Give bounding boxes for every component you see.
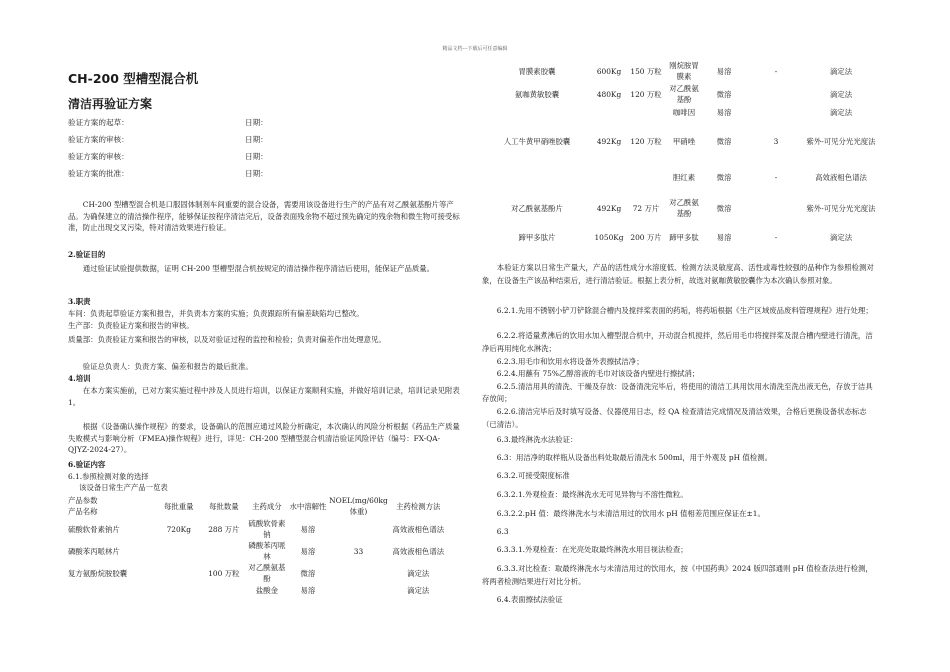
table-cell: 对乙酰氨基酚 xyxy=(669,198,699,218)
procedure-step: 6.3.2.2.pH 值：最终淋洗水与未清洁用过的饮用水 pH 值相差范围应保证在±1。 xyxy=(496,509,765,518)
intro-paragraph: CH-200 型槽型混合机是口服固体制剂车间重要的混合设备，需要用该设备进行生产的产品有对乙酰氨基酚片等产品。为确保建立的清洁操作程序，能够保证按程序清洁完后，设备表面残余物不超过预先确定的残余物和微生物可接受标准，防止出现交叉污染，特对清洁效果进行验证。 xyxy=(68,200,460,232)
table-cell: 492Kg xyxy=(596,136,622,146)
procedure-step: 6.3：用洁净的取样瓶从设备出料处取最后清洗水 500ml，用于外观及 pH 值检测。 xyxy=(496,453,772,462)
table-cell: 滴定法 xyxy=(829,89,853,99)
section-5-text: 根据《设备确认操作规程》的要求，设备确认的范围应通过风险分析确定，本次确认的风险分析根据《药品生产质量失败模式与影响分析（FMEA)操作规程》进行，详见：CH-200 型槽型混合机清洁验证风险评估（编号：FX-QA-QJYZ-2024-27）。 xyxy=(68,422,460,454)
table-cell: 高效液相色谱法 xyxy=(815,172,867,182)
procedure-step: 6.3 xyxy=(496,527,509,536)
procedure-step: 6.4.表面擦拭法验证 xyxy=(496,595,563,604)
table-cell xyxy=(626,106,666,118)
table-cell: 高效液相色谱法 xyxy=(392,524,445,534)
table-cell xyxy=(746,190,806,226)
table-cell: 72 万片 xyxy=(632,203,660,213)
duty-line: 生产部：负责验证方案和报告的审核。 xyxy=(68,321,194,330)
signature-date: 日期： xyxy=(245,118,268,127)
table-cell xyxy=(328,562,388,584)
table-header: NOEL(mg/60kg 体重) xyxy=(329,496,388,516)
table-cell xyxy=(746,106,806,118)
table-cell: 492Kg xyxy=(596,203,622,213)
table-cell: 1050Kg xyxy=(594,232,624,242)
signature-date: 日期： xyxy=(245,169,268,178)
table-header: 主药成分 xyxy=(252,501,282,511)
table-cell: 胆红素 xyxy=(672,172,696,182)
section-6-1: 6.1.参照检测对象的选择 xyxy=(68,472,149,481)
table-row xyxy=(482,118,876,164)
duty-line: 验证总负责人：负责方案、偏差和报告的最后批准。 xyxy=(82,362,253,371)
table-cell: 200 万片 xyxy=(630,232,662,242)
product-table-left xyxy=(68,494,448,596)
table-cell: 对乙酰氨基酚 xyxy=(669,84,699,104)
table-row xyxy=(482,226,876,248)
signature-label: 验证方案的审核： xyxy=(68,135,129,144)
table-cell: 微溶 xyxy=(300,568,316,578)
table-cell: 高效液相色谱法 xyxy=(392,546,445,556)
table-cell: 盐酸金 xyxy=(255,585,278,595)
table-cell: 120 万粒 xyxy=(630,89,662,99)
signature-date: 日期： xyxy=(245,152,268,161)
table-cell: 蹄甲多肽 xyxy=(669,232,699,242)
procedure-step: 6.2.2.将适量煮沸后的饮用水加入槽型混合机中，开动混合机搅拌，然后用毛巾将搅拌桨及混合槽内壁进行清洗，洁净后再用纯化水淋洗； xyxy=(482,331,873,353)
table-cell: - xyxy=(774,66,778,76)
table-cell xyxy=(156,584,201,596)
table-row xyxy=(482,82,876,106)
procedure-step: 6.2.1.先用不锈钢小铲刀铲除混合槽内及搅拌桨表面的药垢，将药垢根据《生产区域废品废料管理规程》进行处理； xyxy=(496,306,873,315)
procedure-step: 6.3.最终淋洗水法验证： xyxy=(496,435,578,444)
table-header: 每批数量 xyxy=(209,501,239,511)
table-cell: 720Kg xyxy=(166,524,191,534)
table-cell: 600Kg xyxy=(596,66,622,76)
table-cell: 复方氨酚烷胺胶囊 xyxy=(68,568,128,578)
table-cell xyxy=(626,164,666,190)
table-header: 每批重量 xyxy=(163,501,194,511)
table-header: 主药检测方法 xyxy=(396,501,441,511)
table-cell: 微溶 xyxy=(716,172,732,182)
table-cell xyxy=(592,106,626,118)
table-cell xyxy=(68,584,156,596)
table-cell: 氨咖黄敏胶囊 xyxy=(514,89,560,99)
table-row xyxy=(68,540,448,562)
table-cell xyxy=(482,106,592,118)
table-cell: 易溶 xyxy=(716,107,732,117)
table-cell: 易溶 xyxy=(716,232,732,242)
signature-date: 日期： xyxy=(245,135,268,144)
table-header: 产品参数 产品名称 xyxy=(68,496,98,516)
procedure-step: 6.2.3.用毛巾和饮用水将设备外表擦拭洁净； xyxy=(496,357,644,366)
table-cell: 滴定法 xyxy=(829,232,853,242)
table-row xyxy=(482,190,876,226)
procedure-step: 6.3.2.可接受限度标准 xyxy=(496,471,570,480)
table-cell xyxy=(156,562,201,584)
table-cell: 微溶 xyxy=(716,89,732,99)
product-table-right xyxy=(482,60,876,248)
table-cell: 288 万片 xyxy=(208,524,240,534)
duty-line: 质量部：负责验证方案和报告的审核，以及对验证过程的监控和检验；负责对偏差作出处理意见。 xyxy=(68,335,386,344)
table-cell xyxy=(201,584,246,596)
section-2-text: 通过验证试验提供数据，证明 CH-200 型槽型混合机按规定的清洁操作程序清洁后使用，能保证产品质量。 xyxy=(82,264,435,273)
table-row xyxy=(482,60,876,82)
table-cell: 胃膜素胶囊 xyxy=(518,66,556,76)
table-cell: 滴定法 xyxy=(829,107,853,117)
table-cell: 刚烷胺胃膜素 xyxy=(669,61,699,81)
header-note: 精品文档---下载后可任意编辑 xyxy=(442,46,508,52)
section-2-title: 2.验证目的 xyxy=(68,250,106,259)
signature-label: 验证方案的审核： xyxy=(68,152,129,161)
procedure-step: 6.3.3.1.外观检查：在光亮处取最终淋洗水用目视法检查； xyxy=(496,545,688,554)
table-cell: 硫酸软骨素钠片 xyxy=(68,524,120,534)
table-cell xyxy=(746,82,806,106)
table-cell: 咖啡因 xyxy=(672,107,696,117)
section-4-title: 4.培训 xyxy=(68,374,91,383)
table-row xyxy=(68,518,448,540)
procedure-step: 6.2.6.清洁完毕后及时填写设备、仪器使用日志，经 QA 检查清洁完成情况及清洁效果，合格后更换设备状态标志（已清洁）。 xyxy=(482,407,867,429)
table-cell xyxy=(328,584,388,596)
table-cell: 对乙酰氨基酚 xyxy=(248,563,286,583)
table-cell: 甲硝唑 xyxy=(672,136,696,146)
table-cell: 微溶 xyxy=(716,136,732,146)
procedure-step: 6.2.5.清洁用具的清洗、干燥及存放：设备清洗完毕后，将使用的清洁工具用饮用水清洗至洗出液无色，存放于洁具存放间； xyxy=(482,382,873,403)
table-cell: 紫外-可见分光光度法 xyxy=(806,203,876,213)
section-4-text: 在本方案实施前，已对方案实施过程中涉及人员进行培训，以保证方案顺利实施，并做好培训记录，培训记录见附表 1。 xyxy=(68,386,460,407)
table-cell: 人工牛黄甲硝唑胶囊 xyxy=(503,136,571,146)
table-row xyxy=(482,164,876,190)
signature-label: 验证方案的起草： xyxy=(68,118,129,127)
table-cell: 150 万粒 xyxy=(630,66,662,76)
table-cell: 对乙酰氨基酚片 xyxy=(511,203,563,213)
table-cell: 33 xyxy=(353,546,364,556)
document-subtitle: 清洁再验证方案 xyxy=(68,97,153,111)
table-cell: 易溶 xyxy=(300,524,316,534)
table-cell: 易溶 xyxy=(300,585,316,595)
procedure-step: 6.2.4.用蘸有 75%乙醇溶液的毛巾对该设备内壁进行擦拭消； xyxy=(496,369,700,378)
table-cell xyxy=(201,540,246,562)
table-cell: 480Kg xyxy=(596,89,622,99)
table-cell xyxy=(592,164,626,190)
signature-label: 验证方案的批准： xyxy=(68,169,129,178)
table-cell: 硫酸软骨素钠 xyxy=(248,519,286,539)
table-cell: 120 万粒 xyxy=(630,136,662,146)
table-cell xyxy=(328,518,388,540)
procedure-step: 6.3.2.1.外观检查：最终淋洗水无可见异物与不溶性微粒。 xyxy=(496,490,688,499)
table-header-row xyxy=(68,494,448,518)
table-cell: 蹄甲多肽片 xyxy=(518,232,556,242)
table-cell: 滴定法 xyxy=(829,66,853,76)
table-cell: 滴定法 xyxy=(407,568,430,578)
table-cell: - xyxy=(774,232,778,242)
table-cell: 紫外-可见分光光度法 xyxy=(806,136,876,146)
table-cell: 滴定法 xyxy=(407,585,430,595)
table-cell: 3 xyxy=(773,136,779,146)
table-cell: 易溶 xyxy=(716,66,732,76)
document-title: CH-200 型槽型混合机 xyxy=(68,71,199,86)
selection-paragraph: 本验证方案以日常生产量大，产品的活性成分水溶度低、检测方法灵敏度高、活性或毒性较强的品种作为参照检测对象，在设备生产该品种结束后，进行清洁验证。根据上表分析，故选对氨咖黄敏胶囊作为本次确认参照对象。 xyxy=(482,263,874,285)
table-row xyxy=(68,584,448,596)
section-3-title: 3.职责 xyxy=(68,297,91,306)
table-cell xyxy=(156,540,201,562)
table-row xyxy=(482,106,876,118)
section-6-title: 6.验证内容 xyxy=(68,460,106,469)
table-cell: 微溶 xyxy=(716,203,732,213)
duty-line: 车间：负责起草验证方案和报告，并负责本方案的实施；负责跟踪所有偏差缺陷均已整改。 xyxy=(68,309,364,318)
table-cell: 磷酸苯丙哌林片 xyxy=(68,546,120,556)
procedure-step: 6.3.3.对比检查：取最终淋洗水与未清洁用过的饮用水，按《中国药典》2024 版四部通则 pH 值检查法进行检测，将两者检测结果进行对比分析。 xyxy=(482,564,873,586)
table-cell: 易溶 xyxy=(300,546,316,556)
table-cell: - xyxy=(774,172,778,182)
table-row xyxy=(68,562,448,584)
table-cell: 100 万粒 xyxy=(208,568,240,578)
table-cell xyxy=(482,164,592,190)
table-header: 水中溶解性 xyxy=(289,501,327,511)
table-caption: 该设备日常生产产品一览表 xyxy=(79,483,168,492)
table-cell: 磷酸苯丙哌林 xyxy=(248,541,286,561)
